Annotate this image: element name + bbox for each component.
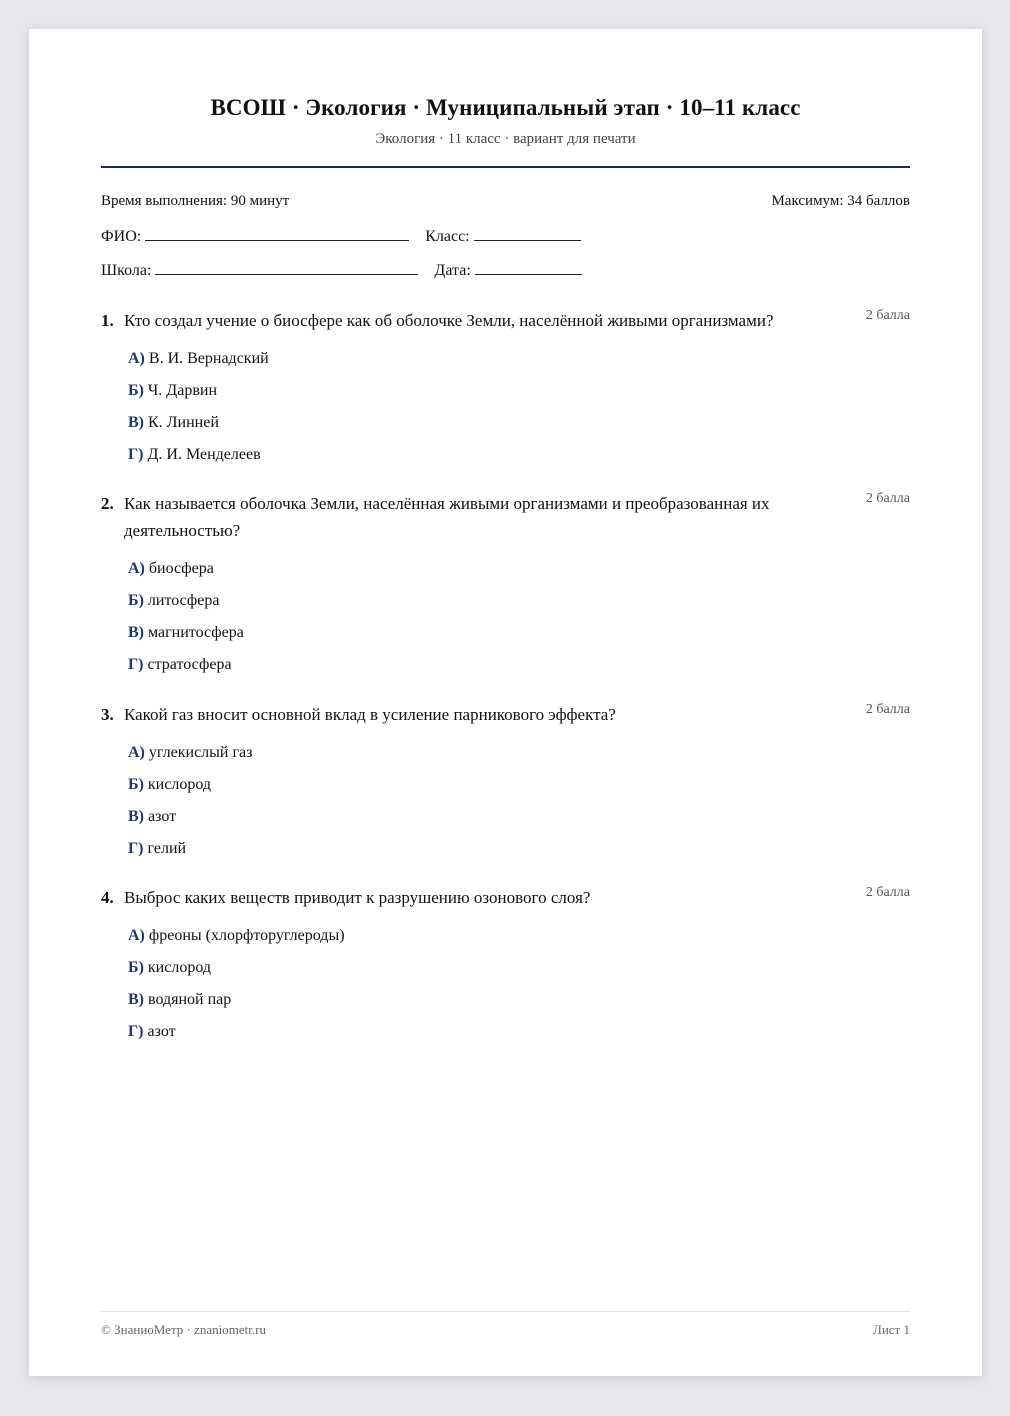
class-field[interactable] <box>474 226 581 241</box>
option-letter: Б) <box>128 959 144 976</box>
answer-option-a[interactable] <box>128 553 910 585</box>
meta-row <box>101 193 910 210</box>
option-text: В. И. Вернадский <box>148 350 269 367</box>
answer-option-g[interactable] <box>128 649 910 681</box>
question-points: 2 балла <box>865 702 910 717</box>
answer-option-g[interactable] <box>128 439 910 471</box>
page-title: ВСОШ · Экология · Муниципальный этап · 10–11 класс <box>210 95 801 120</box>
question-number: 1. <box>101 311 114 330</box>
school-field[interactable] <box>155 260 418 275</box>
question-text: Какой газ вносит основной вклад в усиление парникового эффекта? <box>124 705 616 724</box>
question-header <box>101 884 910 911</box>
option-text: кислород <box>147 959 212 976</box>
option-letter: В) <box>128 414 144 431</box>
page-subtitle: Экология · 11 класс · вариант для печати <box>375 131 636 147</box>
document-page <box>29 29 982 1376</box>
question-1 <box>101 307 910 471</box>
question-text: Выброс каких веществ приводит к разрушению озонового слоя? <box>124 888 591 907</box>
option-letter: Г) <box>128 1023 144 1040</box>
option-letter: Г) <box>128 446 144 463</box>
answer-option-a[interactable] <box>128 737 910 769</box>
option-letter: Б) <box>128 592 144 609</box>
header-divider <box>101 166 910 168</box>
answer-options <box>101 553 910 681</box>
school-label: Школа: <box>101 262 152 279</box>
class-label: Класс: <box>425 228 470 245</box>
date-label: Дата: <box>434 262 471 279</box>
option-text: гелий <box>147 840 187 857</box>
question-header <box>101 701 910 728</box>
question-header <box>101 307 910 334</box>
answer-options <box>101 920 910 1048</box>
option-text: магнитосфера <box>148 624 244 641</box>
footer-sheet-number: Лист 1 <box>873 1322 910 1337</box>
page-content <box>101 29 910 1376</box>
answer-option-v[interactable] <box>128 617 910 649</box>
option-text: биосфера <box>148 560 214 577</box>
option-text: стратосфера <box>147 656 232 673</box>
option-letter: В) <box>128 624 144 641</box>
footer-divider <box>101 1311 910 1312</box>
option-letter: Б) <box>128 776 144 793</box>
option-letter: А) <box>128 350 145 367</box>
question-header <box>101 490 910 544</box>
option-text: кислород <box>147 776 212 793</box>
option-text: азот <box>148 808 177 825</box>
answer-option-a[interactable] <box>128 920 910 952</box>
option-text: фреоны (хлорфторуглероды) <box>148 927 345 944</box>
option-letter: В) <box>128 991 144 1008</box>
footer-copyright: © ЗнаниоМетр · znaniometr.ru <box>101 1322 266 1337</box>
option-text: азот <box>147 1023 176 1040</box>
option-letter: А) <box>128 744 145 761</box>
option-letter: А) <box>128 927 145 944</box>
option-text: литосфера <box>147 592 220 609</box>
question-2 <box>101 490 910 681</box>
answer-option-v[interactable] <box>128 407 910 439</box>
date-field[interactable] <box>475 260 582 275</box>
answer-options <box>101 737 910 865</box>
answer-options <box>101 343 910 471</box>
question-text: Как называется оболочка Земли, населённая живыми организмами и преобразованная их деятельностью? <box>124 494 770 540</box>
answer-option-v[interactable] <box>128 984 910 1016</box>
fio-label: ФИО: <box>101 228 142 245</box>
answer-option-b[interactable] <box>128 952 910 984</box>
question-3 <box>101 701 910 865</box>
option-text: Ч. Дарвин <box>147 382 217 399</box>
time-limit: Время выполнения: 90 минут <box>101 193 290 209</box>
question-points: 2 балла <box>865 491 910 506</box>
option-text: углекислый газ <box>148 744 253 761</box>
question-points: 2 балла <box>865 885 910 900</box>
option-letter: Г) <box>128 840 144 857</box>
option-letter: А) <box>128 560 145 577</box>
max-score: Максимум: 34 баллов <box>771 193 910 209</box>
fio-field[interactable] <box>145 226 409 241</box>
answer-option-v[interactable] <box>128 801 910 833</box>
question-number: 2. <box>101 494 114 513</box>
answer-option-g[interactable] <box>128 1016 910 1048</box>
answer-option-b[interactable] <box>128 585 910 617</box>
answer-option-b[interactable] <box>128 375 910 407</box>
question-text: Кто создал учение о биосфере как об оболочке Земли, населённой живыми организмами? <box>124 311 774 330</box>
school-date-row <box>101 260 910 280</box>
option-text: Д. И. Менделеев <box>147 446 261 463</box>
fio-class-row <box>101 226 910 246</box>
question-points: 2 балла <box>865 308 910 323</box>
option-text: водяной пар <box>148 991 232 1008</box>
answer-option-g[interactable] <box>128 833 910 865</box>
answer-option-a[interactable] <box>128 343 910 375</box>
question-number: 4. <box>101 888 114 907</box>
option-letter: Б) <box>128 382 144 399</box>
option-text: К. Линней <box>148 414 219 431</box>
question-4 <box>101 884 910 1048</box>
question-number: 3. <box>101 705 114 724</box>
option-letter: В) <box>128 808 144 825</box>
option-letter: Г) <box>128 656 144 673</box>
answer-option-b[interactable] <box>128 769 910 801</box>
